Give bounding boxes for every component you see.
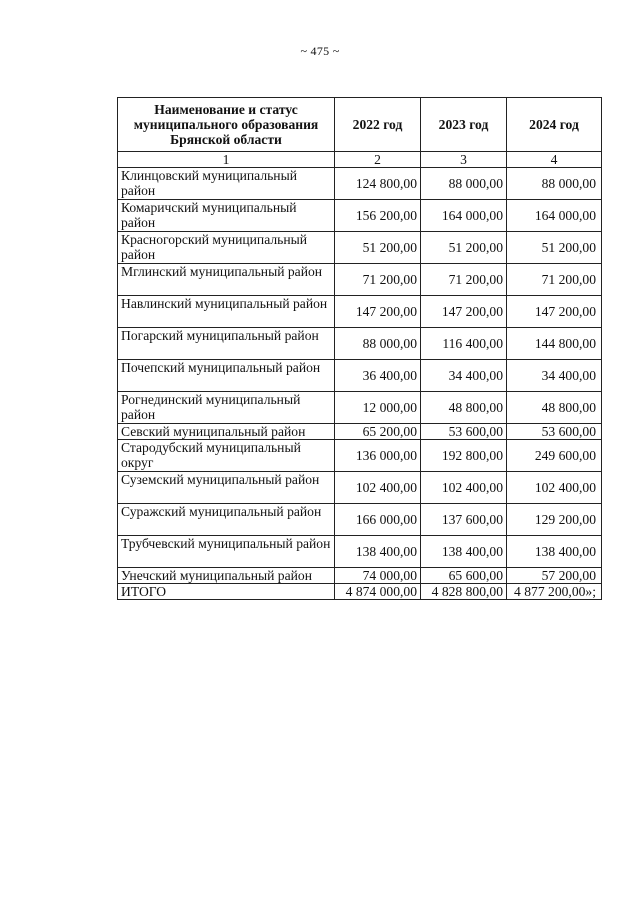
value-2022: 147 200,00 xyxy=(335,296,421,328)
value-2023: 71 200,00 xyxy=(421,264,507,296)
total-label: ИТОГО xyxy=(118,584,335,600)
municipality-name: Мглинский муниципальный район xyxy=(118,264,335,296)
header-municipality-name: Наименование и статус муниципального образования Брянской области xyxy=(118,98,335,152)
value-2022: 36 400,00 xyxy=(335,360,421,392)
header-year-2022: 2022 год xyxy=(335,98,421,152)
value-2024: 53 600,00 xyxy=(507,424,602,440)
budget-table xyxy=(117,97,602,600)
municipality-name: Комаричский муниципальный район xyxy=(118,200,335,232)
value-2023: 51 200,00 xyxy=(421,232,507,264)
value-2024: 147 200,00 xyxy=(507,296,602,328)
value-2022: 166 000,00 xyxy=(335,504,421,536)
value-2024: 71 200,00 xyxy=(507,264,602,296)
table-row xyxy=(118,472,602,504)
value-2024: 144 800,00 xyxy=(507,328,602,360)
municipality-name: Клинцовский муниципальный район xyxy=(118,168,335,200)
value-2023: 48 800,00 xyxy=(421,392,507,424)
table-row xyxy=(118,200,602,232)
table-row xyxy=(118,424,602,440)
municipality-name: Унечский муниципальный район xyxy=(118,568,335,584)
header-year-2024: 2024 год xyxy=(507,98,602,152)
table-row xyxy=(118,392,602,424)
table-row xyxy=(118,168,602,200)
value-2023: 138 400,00 xyxy=(421,536,507,568)
municipality-name: Навлинский муниципальный район xyxy=(118,296,335,328)
table-row xyxy=(118,360,602,392)
column-number: 2 xyxy=(335,152,421,168)
value-2022: 156 200,00 xyxy=(335,200,421,232)
table-row xyxy=(118,296,602,328)
total-2024: 4 877 200,00»; xyxy=(507,584,602,600)
table-row xyxy=(118,264,602,296)
column-number: 1 xyxy=(118,152,335,168)
value-2022: 74 000,00 xyxy=(335,568,421,584)
total-2023: 4 828 800,00 xyxy=(421,584,507,600)
value-2023: 137 600,00 xyxy=(421,504,507,536)
value-2022: 65 200,00 xyxy=(335,424,421,440)
municipality-name: Рогнединский муниципальный район xyxy=(118,392,335,424)
value-2022: 51 200,00 xyxy=(335,232,421,264)
value-2024: 129 200,00 xyxy=(507,504,602,536)
value-2023: 164 000,00 xyxy=(421,200,507,232)
table-row xyxy=(118,536,602,568)
municipality-name: Трубчевский муниципальный район xyxy=(118,536,335,568)
value-2023: 53 600,00 xyxy=(421,424,507,440)
value-2023: 192 800,00 xyxy=(421,440,507,472)
value-2024: 48 800,00 xyxy=(507,392,602,424)
value-2022: 138 400,00 xyxy=(335,536,421,568)
total-row xyxy=(118,584,602,600)
table-row xyxy=(118,440,602,472)
value-2024: 34 400,00 xyxy=(507,360,602,392)
value-2022: 12 000,00 xyxy=(335,392,421,424)
table-row xyxy=(118,568,602,584)
column-number: 3 xyxy=(421,152,507,168)
value-2023: 88 000,00 xyxy=(421,168,507,200)
value-2023: 116 400,00 xyxy=(421,328,507,360)
header-year-2023: 2023 год xyxy=(421,98,507,152)
value-2022: 71 200,00 xyxy=(335,264,421,296)
value-2024: 57 200,00 xyxy=(507,568,602,584)
value-2023: 102 400,00 xyxy=(421,472,507,504)
municipality-name: Суземский муниципальный район xyxy=(118,472,335,504)
value-2023: 147 200,00 xyxy=(421,296,507,328)
value-2022: 102 400,00 xyxy=(335,472,421,504)
value-2022: 124 800,00 xyxy=(335,168,421,200)
total-2022: 4 874 000,00 xyxy=(335,584,421,600)
value-2023: 34 400,00 xyxy=(421,360,507,392)
value-2024: 102 400,00 xyxy=(507,472,602,504)
municipality-name: Почепский муниципальный район xyxy=(118,360,335,392)
municipality-name: Суражский муниципальный район xyxy=(118,504,335,536)
value-2024: 138 400,00 xyxy=(507,536,602,568)
table-header-row xyxy=(118,98,602,152)
page-number: ~ 475 ~ xyxy=(300,44,340,58)
column-number: 4 xyxy=(507,152,602,168)
column-number-row xyxy=(118,152,602,168)
table-row xyxy=(118,328,602,360)
table-row xyxy=(118,232,602,264)
value-2023: 65 600,00 xyxy=(421,568,507,584)
table-row xyxy=(118,504,602,536)
value-2024: 88 000,00 xyxy=(507,168,602,200)
value-2022: 88 000,00 xyxy=(335,328,421,360)
municipality-name: Погарский муниципальный район xyxy=(118,328,335,360)
municipality-name: Красногорский муниципальный район xyxy=(118,232,335,264)
value-2022: 136 000,00 xyxy=(335,440,421,472)
municipality-name: Севский муниципальный район xyxy=(118,424,335,440)
value-2024: 249 600,00 xyxy=(507,440,602,472)
value-2024: 51 200,00 xyxy=(507,232,602,264)
value-2024: 164 000,00 xyxy=(507,200,602,232)
municipality-name: Стародубский муниципальный округ xyxy=(118,440,335,472)
